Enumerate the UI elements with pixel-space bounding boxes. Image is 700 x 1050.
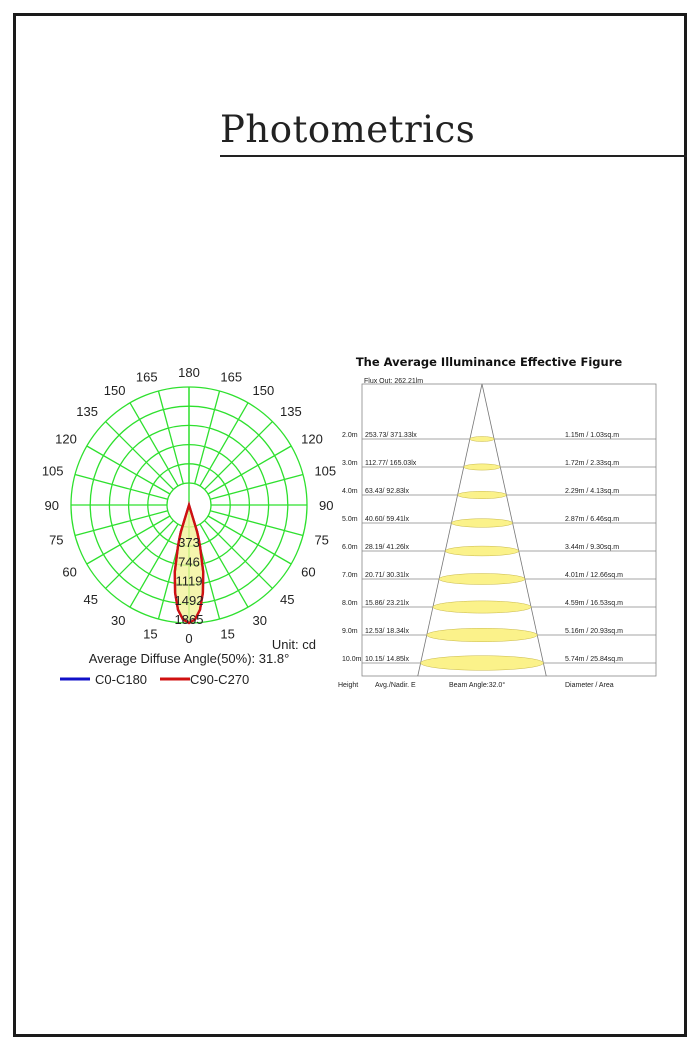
illuminance-title: The Average Illuminance Effective Figure [355,355,623,369]
angle-label: 120 [301,431,323,447]
angle-label: 150 [103,382,126,398]
angle-label: 120 [55,431,77,447]
row-height: 7.0m [342,572,358,579]
row-area: 2.29m / 4.13sq.m [565,488,620,495]
flux-label: Flux Out: 262.21lm [364,378,424,385]
row-height: 6.0m [342,544,358,551]
row-height: 8.0m [342,600,358,607]
footer-height: Height [338,682,359,689]
angle-label: 165 [220,369,243,385]
angle-label: 150 [252,382,275,398]
light-spot [433,601,531,613]
row-height: 10.0m [342,656,362,663]
row-height: 4.0m [342,488,358,495]
legend-label-c90-c270: C90-C270 [190,672,250,687]
radial-label: 1492 [174,592,204,608]
angle-label: 30 [252,613,267,629]
footer-beam: Beam Angle:32.0° [449,682,506,689]
angle-label: 165 [135,369,158,385]
angle-label: 0 [185,631,193,646]
light-spot [439,574,525,585]
row-lux: 63.43/ 92.83lx [365,488,409,495]
light-spot [470,437,494,442]
angle-label: 135 [76,403,98,419]
angle-label: 60 [301,564,316,580]
row-area: 2.87m / 6.46sq.m [565,516,620,523]
angle-label: 90 [44,498,59,513]
row-area: 4.01m / 12.66sq.m [565,572,623,579]
angle-label: 45 [280,592,295,608]
row-area: 3.44m / 9.30sq.m [565,544,620,551]
row-height: 3.0m [342,460,358,467]
light-spot [445,546,518,556]
angle-label: 60 [62,564,77,580]
light-spot [464,464,501,470]
row-area: 4.59m / 16.53sq.m [565,600,623,607]
radial-label: 373 [178,535,200,551]
footer-diameter: Diameter / Area [565,682,614,689]
row-lux: 40.60/ 59.41lx [365,516,409,523]
light-spot [458,491,507,498]
angle-label: 105 [314,463,337,479]
row-area: 5.74m / 25.84sq.m [565,656,623,663]
angle-label: 15 [143,626,158,642]
row-lux: 20.71/ 30.31lx [365,572,409,579]
angle-label: 180 [178,365,200,380]
angle-label: 30 [111,613,126,629]
angle-label: 75 [314,532,329,548]
row-lux: 15.86/ 23.21lx [365,600,409,607]
radial-label: 1865 [174,612,204,627]
row-area: 1.72m / 2.33sq.m [565,460,620,467]
row-lux: 12.53/ 18.34lx [365,628,409,635]
radial-label: 746 [178,554,200,570]
angle-label: 90 [319,498,334,513]
row-lux: 253.73/ 371.33lx [365,432,417,439]
page-title: Photometrics [220,108,476,151]
unit-label: Unit: cd [271,637,316,652]
row-height: 9.0m [342,628,358,635]
row-area: 5.16m / 20.93sq.m [565,628,623,635]
radial-label: 1119 [175,573,203,589]
row-lux: 28.19/ 41.26lx [365,544,409,551]
diffuse-angle-label: Average Diffuse Angle(50%): 31.8° [88,651,290,666]
footer-avg: Avg./Nadir. E [375,682,416,689]
row-height: 5.0m [342,516,358,523]
row-lux: 10.15/ 14.85lx [365,656,409,663]
angle-label: 75 [49,532,64,548]
angle-label: 45 [83,592,98,608]
light-spot [421,656,544,671]
row-lux: 112.77/ 165.03lx [365,460,417,467]
row-area: 1.15m / 1.03sq.m [565,432,620,439]
angle-label: 105 [41,463,64,479]
light-spot [451,519,512,528]
legend-label-c0-c180: C0-C180 [95,672,148,687]
angle-label: 15 [220,626,235,642]
angle-label: 135 [280,403,302,419]
row-height: 2.0m [342,432,358,439]
light-spot [427,628,537,641]
